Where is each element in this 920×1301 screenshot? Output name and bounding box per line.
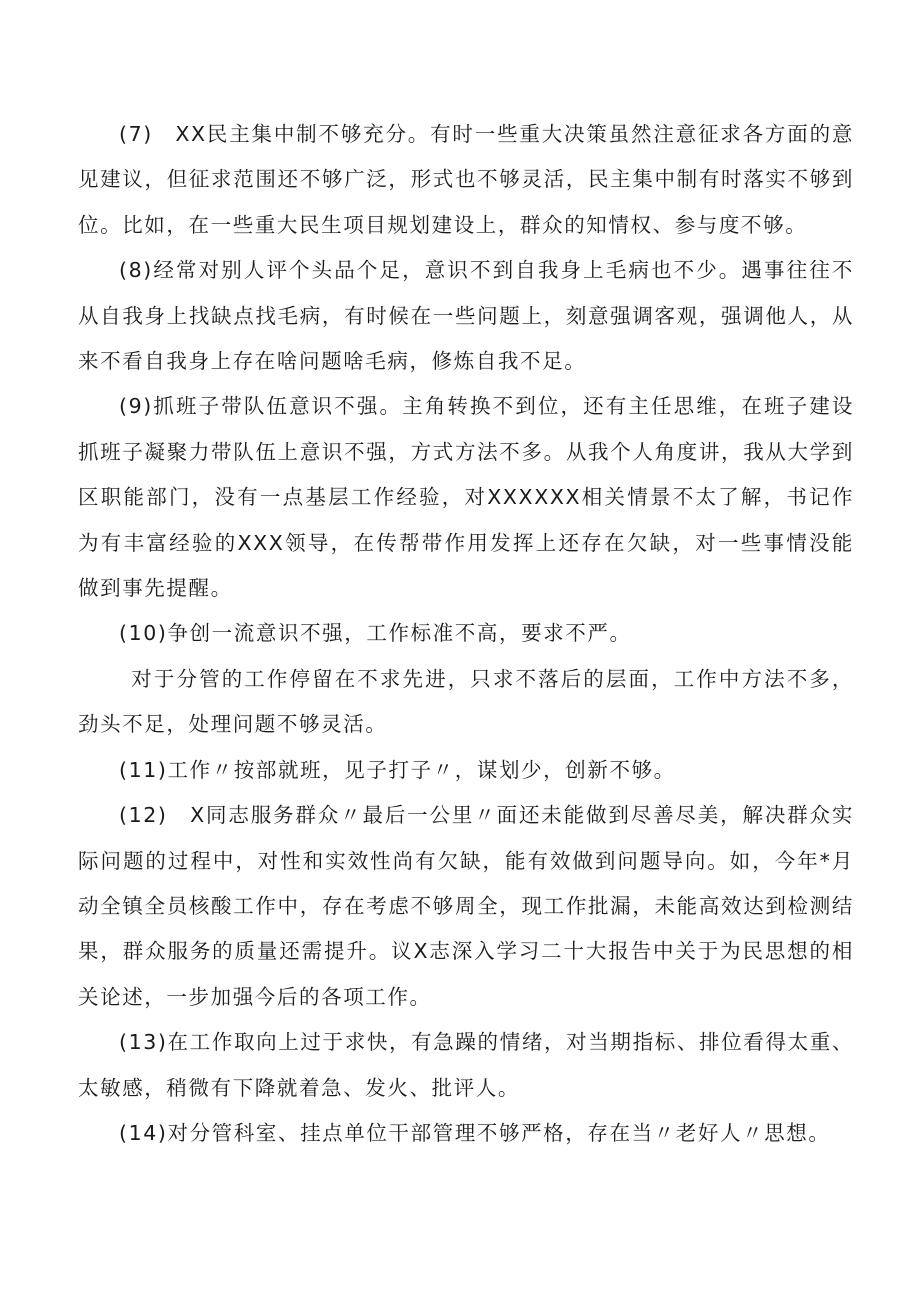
paragraph-10-detail: 对于分管的工作停留在不求先进，只求不落后的层面，工作中方法不多，劲头不足，处理问题不够灵活。 [78,666,854,737]
paragraph-14: (14)对分管科室、挂点单位干部管理不够严格，存在当〃老好人〃思想。 [119,1120,831,1145]
paragraph-13: (13)在工作取向上过于求快，有急躁的情绪，对当期指标、排位看得太重、太敏感，稍微有下降就着急、发火、批评人。 [78,1030,854,1100]
paragraph-9: (9)抓班子带队伍意识不强。主角转换不到位，还有主任思维，在班子建设抓班子凝聚力带队伍上意识不强，方式方法不多。从我个人角度讲，我从大学到区职能部门，没有一点基层工作经验，对XXXXXX相关情景不太了解，书记作为有丰富经验的XXX领导，在传帮带作用发挥上还存在欠缺，对一些事情没能做到事先提醒。 [78,394,854,601]
paragraph-11: (11)工作〃按部就班，见子打子〃，谋划少，创新不够。 [119,757,676,782]
paragraph-8: (8)经常对别人评个头品个足，意识不到自我身上毛病也不少。遇事往往不从自我身上找缺点找毛病，有时候在一些问题上，刻意强调客观，强调他人，从来不看自我身上存在啥问题啥毛病，修炼自我不足。 [78,258,854,374]
document-body [78,112,854,1156]
paragraph-10: (10)争创一流意识不强，工作标准不高，要求不严。 [119,621,632,646]
paragraph-12: (12) X同志服务群众〃最后一公里〃面还未能做到尽善尽美，解决群众实际问题的过程中，对性和实效性尚有欠缺，能有效做到问题导向。如，今年*月动全镇全员核酸工作中，存在考虑不够周全，现工作批漏，未能高效达到检测结果，群众服务的质量还需提升。议X志深入学习二十大报告中关于为民思想的相关论述，一步加强今后的各项工作。 [78,803,854,1009]
paragraph-7: (7) XX民主集中制不够充分。有时一些重大决策虽然注意征求各方面的意见建议，但征求范围还不够广泛，形式也不够灵活，民主集中制有时落实不够到位。比如，在一些重大民生项目规划建设上，群众的知情权、参与度不够。 [78,122,854,237]
